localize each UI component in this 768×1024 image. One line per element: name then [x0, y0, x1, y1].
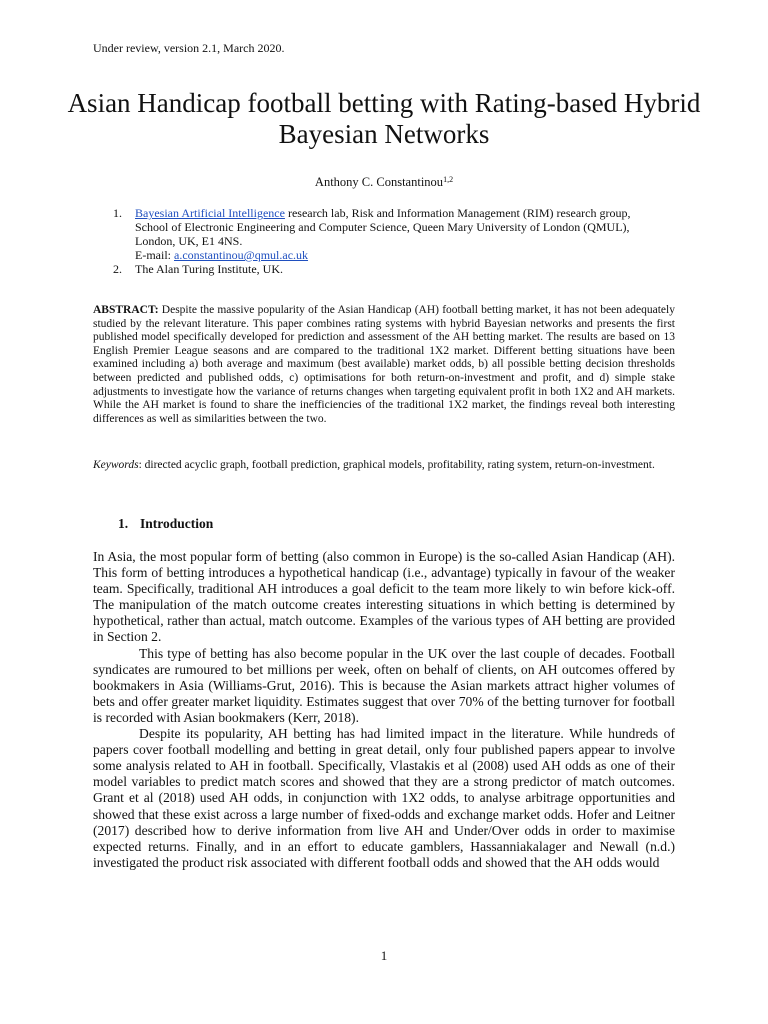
- paragraph: Despite its popularity, AH betting has had limited impact in the literature. While hundreds of papers cover football modelling and betting in great detail, only four published papers appear to involve some analysis related to AH in football. Specifically, Vlastakis et al (2008) used AH odds as one of their model variables to predict match scores and showed that they are a strong predictor of match outcomes. Grant et al (2018) used AH odds, in conjunction with 1X2 odds, to analyse arbitrage opportunities and showed that these exist across a large number of fixed-odds and exchange market odds. Hofer and Leitner (2017) described how to derive information from live AH and Under/Over odds in order to maximise expected returns. Finally, and in an effort to educate gamblers, Hassanniakalager and Newall (n.d.) investigated the product risk associated with different football odds and showed that the AH odds would: [93, 726, 675, 870]
- paragraph: In Asia, the most popular form of betting (also common in Europe) is the so-called Asian Handicap (AH). This form of betting introduces a hypothetical handicap (i.e., advantage) typically in favour of the weaker team. Specifically, traditional AH introduces a goal deficit to the team more likely to win before kick-off. The manipulation of the match outcome creates interesting situations in which betting is determined by hypothetical, rather than actual, match outcome. Examples of the various types of AH betting are provided in Section 2.: [93, 549, 675, 645]
- affiliation-line: School of Electronic Engineering and Computer Science, Queen Mary University of London (QMUL),: [135, 220, 630, 234]
- section-heading: [118, 516, 213, 532]
- affiliation-body: The Alan Turing Institute, UK.: [135, 262, 284, 276]
- author-affiliation-marks: 1,2: [443, 175, 454, 184]
- bayesian-ai-link[interactable]: Bayesian Artificial Intelligence: [135, 206, 285, 220]
- affiliation-line-rest: research lab, Risk and Information Management (RIM) research group,: [284, 206, 631, 220]
- section-number: 1.: [118, 516, 129, 531]
- paragraph: This type of betting has also become popular in the UK over the last couple of decades. Football syndicates are rumoured to bet millions per week, often on behalf of clients, on AH outcomes offered by bookmakers in Asia (Williams-Grut, 2016). This is because the Asian markets attract higher volumes of bets and offer greater market liquidity. Estimates suggest that over 70% of the betting turnover for football is recorded with Asian bookmakers (Kerr, 2018).: [93, 645, 675, 725]
- introduction-body: [93, 549, 675, 871]
- section-title: Introduction: [140, 516, 214, 531]
- review-note: Under review, version 2.1, March 2020.: [93, 41, 285, 55]
- author-line: [0, 175, 768, 190]
- abstract-text: Despite the massive popularity of the Asian Handicap (AH) football betting market, it has not been adequately studied by the relevant literature. This paper combines rating systems with hybrid Bayesian networks and presents the first published model specifically developed for prediction and assessment of the AH betting market. The results are based on 13 English Premier League seasons and are compared to the traditional 1X2 market. Different betting situations have been examined including a) both average and maximum (best available) market odds, b) all possible betting decision thresholds between predicted and published odds, c) optimisations for both return-on-investment and profit, and d) simple stake adjustments to investigate how the variance of returns changes when targeting equivalent profit in both 1X2 and AH markets. While the AH market is found to share the inefficiencies of the traditional 1X2 market, the findings reveal both interesting differences as well as similarities between the two.: [93, 304, 675, 425]
- affiliation-line: London, UK, E1 4NS.: [135, 234, 243, 248]
- affiliation-body: [135, 206, 631, 262]
- affiliation-email-line: [135, 248, 631, 262]
- email-label: E-mail:: [135, 248, 174, 262]
- email-link[interactable]: a.constantinou@qmul.ac.uk: [174, 248, 309, 262]
- affiliation-line: [135, 206, 631, 220]
- abstract: [93, 304, 675, 426]
- page-number: 1: [380, 948, 388, 963]
- affiliation-number: 1.: [113, 206, 122, 220]
- abstract-label: ABSTRACT:: [93, 304, 159, 316]
- affiliation-number: 2.: [113, 262, 122, 276]
- paper-title: Asian Handicap football betting with Rating-based Hybrid Bayesian Networks: [67, 88, 701, 149]
- keywords-text: : directed acyclic graph, football prediction, graphical models, profitability, rating system, return-on-investment.: [138, 459, 655, 471]
- keywords: [93, 459, 675, 473]
- keywords-label: Keywords: [93, 459, 139, 471]
- author-name: Anthony C. Constantinou: [314, 175, 444, 189]
